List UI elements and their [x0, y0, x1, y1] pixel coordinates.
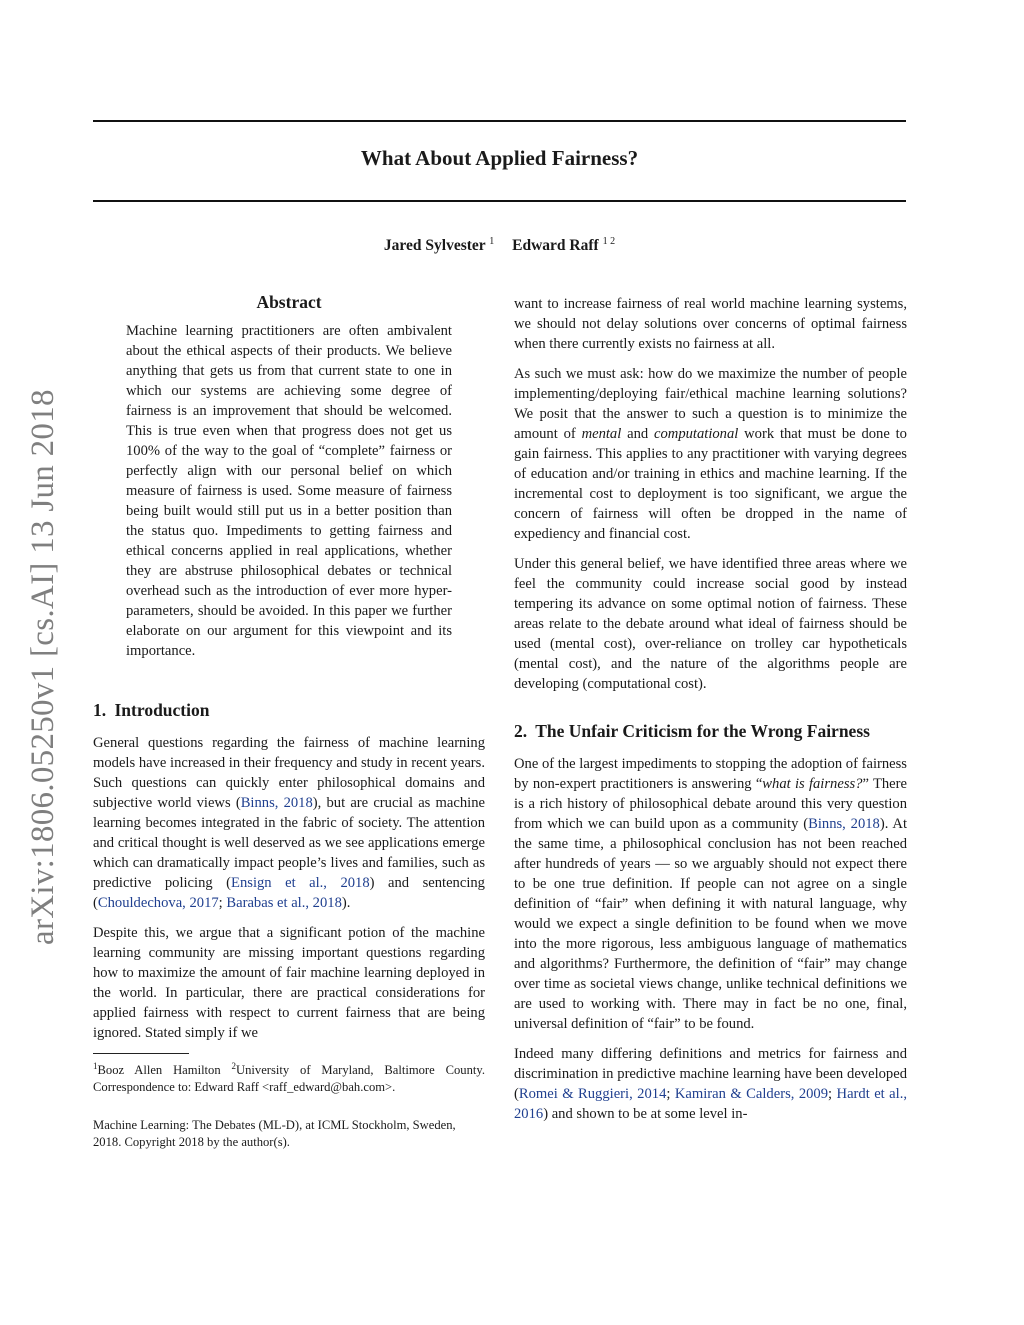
text-run: ). At the same time, a philosophical conclusion has not been reached after hundreds of years — so we arguably should not expect there to be one true definition. If people can not agree on a single definition of “fair” when defining it with natural language, why would we expect a single definition to be found when we move into the more rigorous, less ambiguous language of mathematics and algorithms? Furthermore, the definition of “fair” may change over time as societal views change, unlike technical definitions we are used to working with. There may in fact be no one, final, universal definition of “fair” to be found. — [514, 816, 908, 1032]
sec2-paragraph-2 — [514, 1044, 907, 1124]
text-run: and — [621, 426, 654, 442]
author-list — [93, 236, 906, 255]
author-affiliation: 1 2 — [602, 236, 616, 247]
intro-paragraph-1 — [93, 733, 485, 913]
section-title: Introduction — [114, 700, 210, 720]
title-rule-bottom — [93, 200, 906, 202]
text-run: work that must be done to gain fairness. This applies to any practitioner with varying degrees of education and/or training in ethics and machine learning. If the incremental cost to deployment is too significant, we argue the concern of fairness will often be dropped in the name of expediency and financial cost. — [514, 426, 907, 542]
citation-link[interactable]: Chouldechova, 2017 — [97, 895, 219, 911]
author-name: Edward Raff — [512, 237, 599, 254]
paper-title: What About Applied Fairness? — [360, 146, 639, 170]
text-run: ; — [218, 895, 227, 911]
venue-note: Machine Learning: The Debates (ML-D), at ICML Stockholm, Sweden, 2018. Copyright 2018 by the author(s). — [93, 1118, 456, 1149]
right-column — [514, 294, 907, 1124]
sec2-paragraph-1 — [514, 754, 907, 1034]
abstract-heading: Abstract — [256, 292, 322, 312]
arxiv-stamp: arXiv:1806.05250v1 [cs.AI] 13 Jun 2018 — [25, 389, 61, 945]
citation-link[interactable]: Ensign et al., 2018 — [231, 875, 370, 891]
author — [384, 237, 494, 254]
abstract-body: Machine learning practitioners are often ambivalent about the ethical aspects of their products. We believe anything that gets us from that current state to one in which our systems are achieving some degree of fairness is an improvement that should be welcomed. This is true even when that progress does not get us 100% of the way to the goal of “complete” fairness or perfectly align with our personal belief on which measure of fairness is used. Some measure of fairness being built would still put us in a better position than the status quo. Impediments to getting fairness and ethical concerns applied in real applications, whether they are abstruse philosophical debates or technical overhead such as the introduction of ever more hyper-parameters, should be avoided. In this paper we further elaborate on our argument for this viewpoint and its importance. — [126, 323, 452, 659]
citation-link[interactable]: Binns, 2018 — [808, 816, 880, 832]
citation-link[interactable]: Kamiran & Calders, 2009 — [674, 1086, 829, 1102]
text-run: As such we must ask: how do we maximize the number of people implementing/deploying fair/ethical machine learning solutions? We posit that the answer to such a question is to minimize the amount of — [514, 366, 907, 442]
section-heading-introduction — [93, 699, 485, 722]
emphasis: computational — [654, 426, 739, 442]
footnote-mark: 2 — [231, 1061, 237, 1071]
footnote-text: University of Maryland, Baltimore County. Correspondence to: Edward Raff <raff_edward@bah.com>. — [93, 1063, 485, 1094]
section-number: 2. — [514, 721, 528, 741]
text-run: ). — [341, 895, 351, 911]
citation-link[interactable]: Romei & Ruggieri, 2014 — [518, 1086, 667, 1102]
right-paragraph-1: want to increase fairness of real world machine learning systems, we should not delay solutions over concerns of optimal fairness when there currently exists no fairness at all. — [514, 296, 907, 352]
section-number: 1. — [93, 700, 107, 720]
text-run: ; — [666, 1086, 675, 1102]
section-title: The Unfair Criticism for the Wrong Fairness — [535, 721, 870, 741]
text-run: ) and shown to be at some level in- — [543, 1106, 748, 1122]
text-run: One of the largest impediments to stopping the adoption of fairness by non-expert practitioners is answering “ — [514, 756, 907, 792]
text-run: Indeed many differing definitions and metrics for fairness and discrimination in predictive machine learning have been developed ( — [514, 1046, 907, 1102]
citation-link[interactable]: Hardt et al., 2016 — [514, 1086, 908, 1122]
author — [512, 237, 615, 254]
text-run: ; — [828, 1086, 837, 1102]
text-run: ), but are crucial as machine learning becomes integrated in the fabric of society. The attention and critical thought is well deserved as we see applications emerge which can dramatically impact people’s lives and families, such as predictive policing ( — [93, 795, 485, 891]
text-run: ” There is a rich history of philosophical debate around this very question from which we can build upon as a community ( — [514, 776, 907, 832]
footnote-mark: 1 — [93, 1061, 98, 1071]
text-run: General questions regarding the fairness of machine learning models have increased in their frequency and study in recent years. Such questions can quickly enter philosophical domains and subjective world views ( — [93, 735, 485, 811]
emphasis: what is fairness? — [762, 776, 863, 792]
footnote-rule — [93, 1053, 189, 1054]
footnote-text: Booz Allen Hamilton — [97, 1063, 232, 1077]
author-affiliation: 1 — [489, 236, 495, 247]
author-name: Jared Sylvester — [383, 237, 486, 254]
section-heading-unfair-criticism — [514, 720, 907, 743]
affiliations-footnote — [93, 1058, 485, 1095]
right-paragraph-2 — [514, 364, 907, 544]
citation-link[interactable]: Binns, 2018 — [240, 795, 313, 811]
left-column — [93, 292, 485, 1150]
intro-paragraph-2: Despite this, we argue that a significant potion of the machine learning community are missing important questions regarding how to maximize the amount of fair machine learning deployed in the world. In particular, there are practical considerations for applied fairness with respect to current fairness that are being ignored. Stated simply if we — [93, 925, 485, 1041]
citation-link[interactable]: Barabas et al., 2018 — [226, 895, 342, 911]
emphasis: mental — [581, 426, 622, 442]
title-rule-top — [93, 120, 906, 122]
right-paragraph-3: Under this general belief, we have identified three areas where we feel the community could increase social good by instead tempering its advance on some optimal notion of fairness. These areas relate to the debate around what ideal of fairness should be used (mental cost), over-reliance on trolley car hypotheticals (mental cost), and the nature of the algorithms people are developing (computational cost). — [514, 556, 907, 692]
text-run: ) and sentencing ( — [93, 875, 485, 911]
